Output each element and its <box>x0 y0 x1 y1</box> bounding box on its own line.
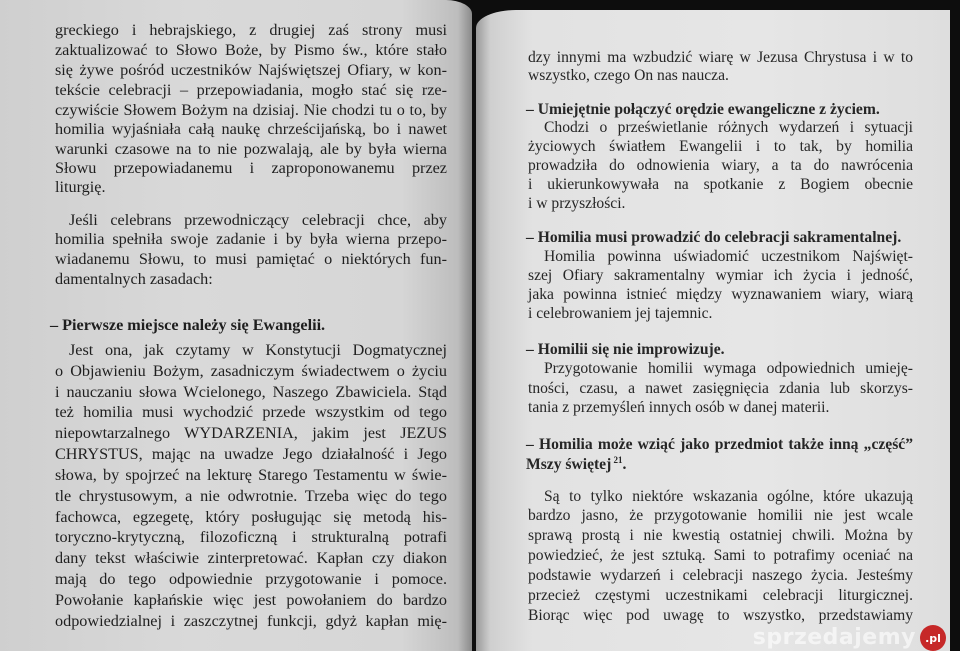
body-text-line: bardzo jasno, że przygotowanie homilii nie jest wcale <box>528 507 913 524</box>
body-text-line: przecież częstymi uczestnikami celebracji liturgicznej. <box>528 587 913 604</box>
body-text-line: dany tekst właściwie zinterpretować. Kapłan czy diakon <box>55 549 447 567</box>
body-text-line: Chodzi o prześwietlanie różnych wydarzeń i sytuacji <box>544 119 913 136</box>
section-heading-line: – Umiejętnie połączyć orędzie ewangeliczne z życiem. <box>526 101 880 118</box>
body-text-line: i ukierunkowywała na spotkanie z Bogiem obecnie <box>528 176 913 193</box>
body-text-line: Słowu przepowiadanemu i zaproponowanemu przez <box>55 159 447 177</box>
body-text-line: zaktualizować to Słowo Boże, by Pismo św., które stało <box>55 41 447 59</box>
body-text-line: wiadanemu Słowu, to musi pamiętać o niektórych fun- <box>55 250 447 268</box>
body-text-line: i nauczaniu słowa Wcielonego, Naszego Zbawiciela. Stąd <box>55 383 447 401</box>
body-text-line: wszystko, czego On nas naucza. <box>528 67 729 84</box>
body-text-line: tności, czasu, a nawet zasięgnięcia zdania lub skorzys- <box>528 380 913 397</box>
body-text-line: o Objawieniu Bożym, zasadniczym świadectwem o życiu <box>55 362 447 380</box>
watermark-badge: .pl <box>920 625 946 651</box>
body-text-line: się żywe pośród uczestników Najświętszej Ofiary, w kon- <box>55 61 447 79</box>
body-text-line: słowa, by spojrzeć na lekturę Starego Testamentu w świe- <box>55 466 447 484</box>
body-text-line: podstawie wydarzeń i celebracji naszego życia. Jesteśmy <box>528 567 913 584</box>
body-text-line: greckiego i hebrajskiego, z drugiej zaś strony musi <box>55 21 447 39</box>
body-text-line: prowadziła do odnowienia wiary, a ta do nawrócenia <box>528 157 913 174</box>
body-text-line: dzy innymi ma wzbudzić wiarę w Jezusa Chrystusa i w to <box>528 49 913 66</box>
body-text-line: mają do tego odpowiednie przygotowanie i pomoce. <box>55 570 447 588</box>
body-text-line: Jeśli celebrans przewodniczący celebracji chce, aby <box>69 211 447 229</box>
body-text-line: odpowiedzialnej i zaszczytnej funkcji, gdyż kapłan mię- <box>55 612 447 630</box>
body-text-line: homilia wyjaśniała całą naukę chrześcijańską, bo i nawet <box>55 120 447 138</box>
body-text-line: Homilia powinna uświadomić uczestnikom Najświęt- <box>544 248 913 265</box>
footnote-reference: 21 <box>611 454 623 465</box>
body-text-line: i w przyszłości. <box>528 195 626 212</box>
section-heading-line: – Homilii się nie improwizuje. <box>526 341 725 358</box>
body-text-line: homilia spełniła swoje zadanie i by była wierna przepo- <box>55 230 447 248</box>
left-book-page <box>0 0 472 651</box>
body-text-line: życiowych światłem Ewangelii i to tak, by homilia <box>528 138 913 155</box>
section-heading-line: – Pierwsze miejsce należy się Ewangelii. <box>50 316 326 334</box>
watermark <box>753 625 946 651</box>
body-text-line: Są to tylko niektóre wskazania ogólne, które ukazują <box>544 488 913 505</box>
body-text-line: warunki czasowe na to nie pozwalają, ale by była wierna <box>55 140 447 158</box>
body-text-line: sprawą prostą i nie kwestią ostatniej chwili. Można by <box>528 527 913 544</box>
body-text-line: też homilia musi wychodzić przede wszystkim od tego <box>55 403 447 421</box>
body-text-line: czywiście Słowem Bożym na dzisiaj. Nie chodzi tu o to, by <box>55 101 447 119</box>
watermark-logo: sprzedajemy <box>752 625 916 650</box>
body-text-line: jaka powinna istnieć między wyznawaniem wiary, wiarą <box>528 286 913 303</box>
body-text-line: damentalnych zasadach: <box>55 270 213 288</box>
body-text-line: CHRYSTUS, mając na uwadze Jego działalność i Jego <box>55 445 447 463</box>
section-heading-line: Mszy świętej $^{21}$. <box>526 454 627 473</box>
body-text-line: Jest ona, jak czytamy w Konstytucji Dogmatycznej <box>69 341 447 359</box>
body-text-line: Biorąc więc pod uwagę to wszystko, przedstawiamy <box>528 607 913 624</box>
body-text-line: tle chrystusowym, a nie odwrotnie. Trzeba więc do tego <box>55 487 447 505</box>
body-text-line: i celebrowaniem jej tajemnic. <box>528 305 713 322</box>
body-text-line: powiedzieć, że jest sztuką. Sami to potrafimy oceniać na <box>528 547 913 564</box>
body-text-line: Powołanie kapłańskie więc jest powołaniem do bardzo <box>55 591 447 609</box>
body-text-line: fachowca, egzegetę, który posługując się metodą his- <box>55 508 447 526</box>
body-text-line: tekście celebracji – przepowiadania, mogło stać się rze- <box>55 81 447 99</box>
section-heading-line: – Homilia może wziąć jako przedmiot także inną „część” <box>526 436 913 453</box>
body-text-line: tania z przemyśleń innych osób w danej materii. <box>528 399 830 416</box>
body-text-line: Przygotowanie homilii wymaga odpowiednich umieję- <box>544 360 913 377</box>
body-text-line: toryczno-krytyczną, filozoficzną i strukturalną potrafi <box>55 528 447 546</box>
body-text-line: szej Ofiary sakramentalny wymiar ich życia i jedność, <box>528 267 913 284</box>
body-text-line: niepowtarzalnego WYDARZENIA, jakim jest JEZUS <box>55 424 447 442</box>
section-heading-line: – Homilia musi prowadzić do celebracji sakramentalnej. <box>526 229 902 246</box>
right-book-page <box>476 10 950 651</box>
body-text-line: liturgię. <box>55 178 106 196</box>
